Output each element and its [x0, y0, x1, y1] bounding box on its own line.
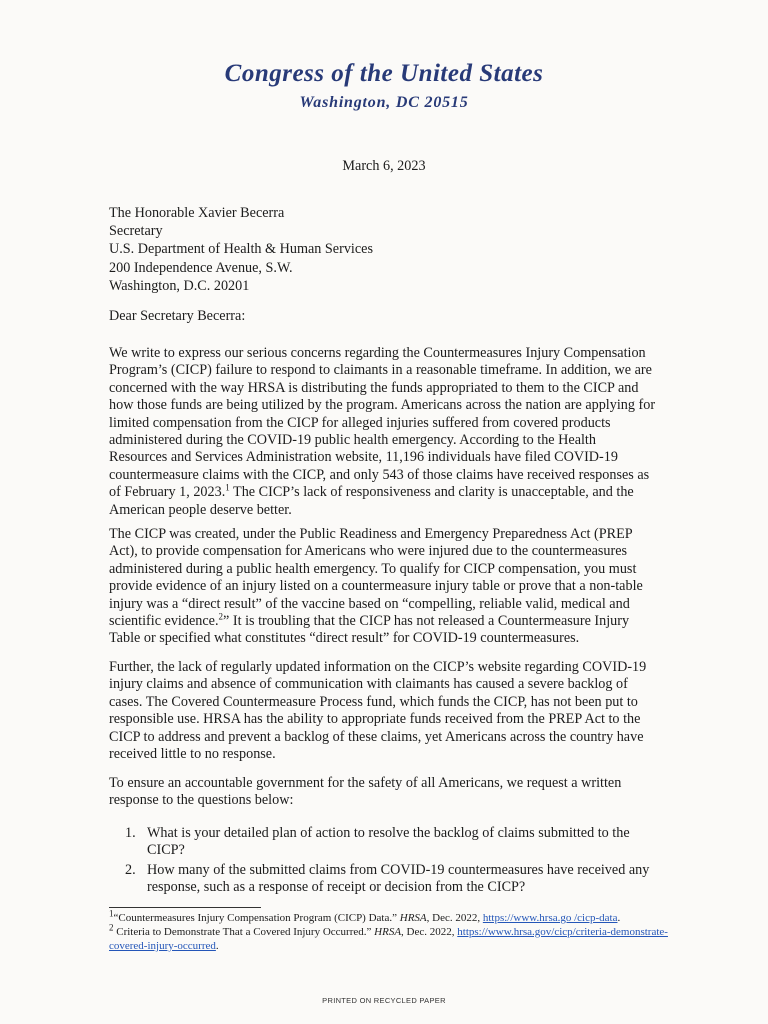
question-number: 2. — [125, 861, 136, 878]
letter-date: March 6, 2023 — [342, 158, 426, 174]
footnote-1-date: , Dec. 2022, — [426, 912, 483, 924]
paragraph-3: Further, the lack of regularly updated information on the CICP’s website regarding COVID-19 injury claims and absence of communication with claimants has caused a severe backlog of cases. The Covered Countermeasure Process fund, which funds the CICP, has not been put to responsible use. HRSA has the ability to appropriate funds received from the PREP Act to the CICP to address and prevent a backlog of these claims, yet Americans across the country have received little to no response. — [109, 659, 647, 763]
footnote-2-mark: 2 — [109, 922, 114, 933]
footnote-2-source: HRSA — [374, 926, 402, 938]
footnote-2 — [109, 922, 669, 953]
printed-on-recycled-paper: PRINTED ON RECYCLED PAPER — [322, 996, 446, 1005]
letterhead-title: Congress of the United States — [224, 60, 544, 87]
footnotes — [109, 908, 669, 953]
footnote-1-link[interactable]: https://www.hrsa.go /cicp-data — [482, 912, 618, 924]
paragraph-2-text-b: ” It is troubling that the CICP has not released a Countermeasure Injury Table or specified what constitutes “direct result” for COVID-19 countermeasures. — [109, 613, 630, 647]
question-list — [125, 825, 655, 899]
list-item — [125, 862, 655, 897]
recipient-address — [109, 204, 373, 295]
paragraph-1 — [109, 345, 657, 519]
footnote-2-date: , Dec. 2022, — [401, 926, 458, 938]
question-number: 1. — [125, 825, 136, 841]
recipient-department: U.S. Department of Health & Human Services — [109, 241, 373, 258]
paragraph-4: To ensure an accountable government for the safety of all Americans, we request a written response to the questions below: — [109, 775, 622, 809]
paragraph-1-text-b: The CICP’s lack of responsiveness and clarity is unacceptable, and the American people deserve better. — [109, 484, 634, 518]
footnote-2-end: . — [215, 940, 219, 952]
recipient-city: Washington, D.C. 20201 — [109, 277, 250, 294]
recipient-name: The Honorable Xavier Becerra — [109, 205, 285, 221]
footnote-1-mark: 1 — [109, 908, 114, 919]
footnote-ref-1: 1 — [225, 482, 230, 493]
recipient-street: 200 Independence Avenue, S.W. — [109, 259, 293, 276]
footnote-1-source: HRSA — [399, 912, 427, 924]
footnote-1-text: “Countermeasures Injury Compensation Program (CICP) Data.” — [113, 912, 400, 924]
recipient-title: Secretary — [109, 223, 163, 240]
question-text: What is your detailed plan of action to resolve the backlog of claims submitted to the CICP? — [147, 825, 630, 859]
paragraph-1-text-a: We write to express our serious concerns regarding the Countermeasures Injury Compensation Program’s (CICP) failure to respond to claimants in a reasonable timeframe. In addition, we are concerned with the way HRSA is distributing the funds appropriated to them to the CICP and how those funds are being utilized by the program. Americans across the nation are applying for limited compensation from the CICP for alleged injuries suffered from covered products administered during the COVID-19 public health emergency. According to the Health Resources and Services Administration website, 11,196 individuals have filed COVID-19 countermeasure claims with the CICP, and only 543 of those claims have received responses as of February 1, 2023. — [109, 345, 656, 501]
list-item — [125, 825, 655, 860]
question-text: How many of the submitted claims from COVID-19 countermeasures have received any response, such as a response of receipt or decision from the CICP? — [147, 861, 650, 896]
footnote-divider — [109, 907, 261, 908]
paragraph-2 — [109, 526, 657, 648]
salutation: Dear Secretary Becerra: — [109, 308, 246, 324]
footnote-ref-2: 2 — [218, 611, 224, 622]
letterhead-city: Washington, DC 20515 — [299, 94, 469, 111]
footnote-1 — [109, 908, 669, 925]
footnote-2-text: Criteria to Demonstrate That a Covered Injury Occurred.” — [113, 926, 375, 938]
footnote-1-end: . — [617, 912, 621, 924]
footnote-2-link[interactable]: https://www.hrsa.gov/cicp/criteria-demonstrate-covered-injury-occurred — [109, 926, 668, 952]
paragraph-2-text-a: The CICP was created, under the Public Readiness and Emergency Preparedness Act (PREP Act), to provide compensation for Americans who were injured due to the countermeasures administered during a public health emergency. To qualify for CICP compensation, you must provide evidence of an injury listed on a countermeasure injury table or prove that a non-table injury was a “direct result” of the vaccine based on “compelling, reliable valid, medical and scientific evidence. — [109, 526, 643, 630]
